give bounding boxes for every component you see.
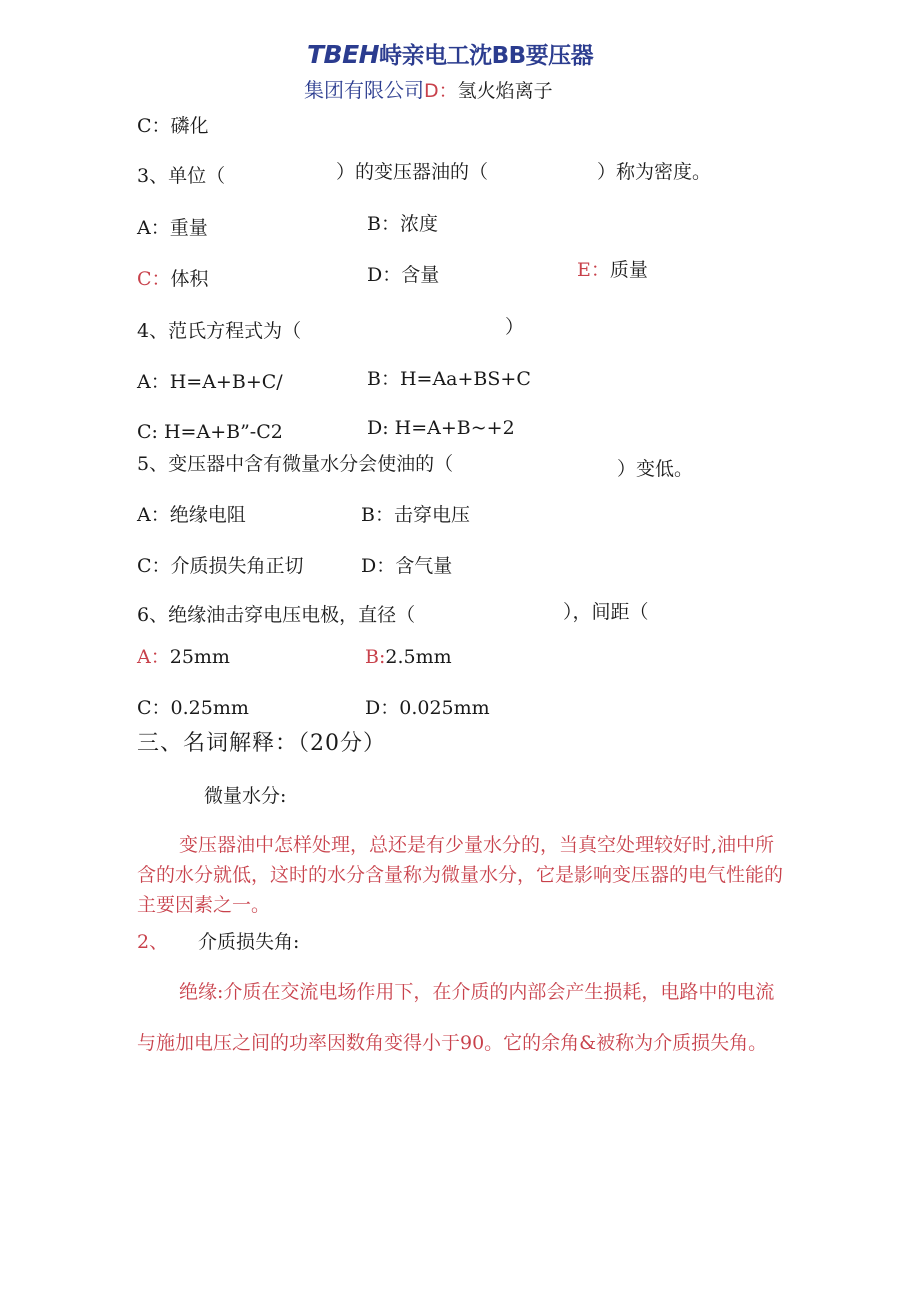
q4-option-c-partial: C: H=A+B”-C2 <box>137 421 283 443</box>
q6-option-d: D：0.025mm <box>365 697 490 719</box>
q3-option-e-text: 质量 <box>609 259 648 281</box>
q3-option-d: D：含量 <box>367 264 440 286</box>
q3-option-a: A：重量 <box>137 217 208 239</box>
header-company-suffix: 集团有限公司 <box>304 78 424 102</box>
q3-option-e-label: E： <box>577 259 610 281</box>
q4-option-b: B：H=Aa+BS+C <box>367 368 531 390</box>
q5-option-b: B：击穿电压 <box>361 504 470 526</box>
q2-option-c: C：磷化 <box>137 115 209 137</box>
q3-stem-middle: ）的变压器油的（ <box>336 161 489 183</box>
term-2-heading <box>137 930 168 954</box>
term-2-title: 介质损失角: <box>198 931 300 953</box>
q6-option-a <box>137 645 230 669</box>
header-option-d-text: 氢火焰离子 <box>457 80 553 102</box>
term-2-number: 2、 <box>137 931 169 953</box>
q6-stem-end: ），间距（ <box>563 601 649 623</box>
q3-stem-start: 3、单位（ <box>137 165 226 187</box>
section-3-title: 三、名词解释：（20分） <box>137 731 386 756</box>
header-company-line1 <box>307 40 593 71</box>
q3-option-c-text: 体积 <box>170 268 209 290</box>
term-2-definition: 绝缘:介质在交流电场作用下，在介质的内部会产生损耗，电路中的电流与施加电压之间的功率因数角变得小于90。它的余角&被称为介质损失角。 <box>137 981 775 1054</box>
q3-stem-end: ）称为密度。 <box>597 161 712 183</box>
q3-option-c-label: C： <box>137 268 171 290</box>
q3-option-c <box>137 267 209 291</box>
q3-option-b: B：浓度 <box>367 213 438 235</box>
q5-stem-end: ）变低。 <box>617 458 694 480</box>
q6-stem-row <box>130 601 690 626</box>
company-logo-text: TBEH <box>307 40 380 69</box>
q4-stem-close: ） <box>505 316 525 338</box>
q6-option-a-text: 25mm <box>169 646 230 668</box>
q6-option-b-text: 2.5mm <box>385 646 452 668</box>
q5-option-d: D：含气量 <box>361 555 453 577</box>
header-company-line2 <box>304 77 553 104</box>
q4-option-d-partial: D: H=A+B~+2 <box>367 417 515 439</box>
term-1-definition: 变压器油中怎样处理，总还是有少量水分的，当真空处理较好时,油中所含的水分就低，这时的水分含量称为微量水分，它是影响变压器的电气性能的主要因素之一。 <box>137 834 784 916</box>
header-company-name: 峙亲电工沈BB要压器 <box>379 43 594 69</box>
q3-option-e <box>577 258 648 282</box>
q4-cutoff-row <box>130 417 610 443</box>
q4-stem: 4、范氏方程式为（ <box>137 320 302 342</box>
q5-stem: 5、变压器中含有微量水分会使油的（ <box>137 453 454 475</box>
q6-option-b <box>365 645 452 669</box>
term-1-title: 微量水分: <box>204 785 287 807</box>
q4-option-a: A：H=A+B+C/ <box>137 371 283 393</box>
q5-option-c: C：介质损失角正切 <box>137 555 304 577</box>
header-option-d-label: D： <box>424 80 458 102</box>
q6-stem: 6、绝缘油击穿电压电极，直径（ <box>137 604 416 626</box>
q6-option-a-label: A： <box>137 646 170 668</box>
q5-option-a: A：绝缘电阻 <box>137 504 246 526</box>
q6-option-c: C：0.25mm <box>137 697 249 719</box>
q6-option-b-label: B: <box>365 646 386 668</box>
